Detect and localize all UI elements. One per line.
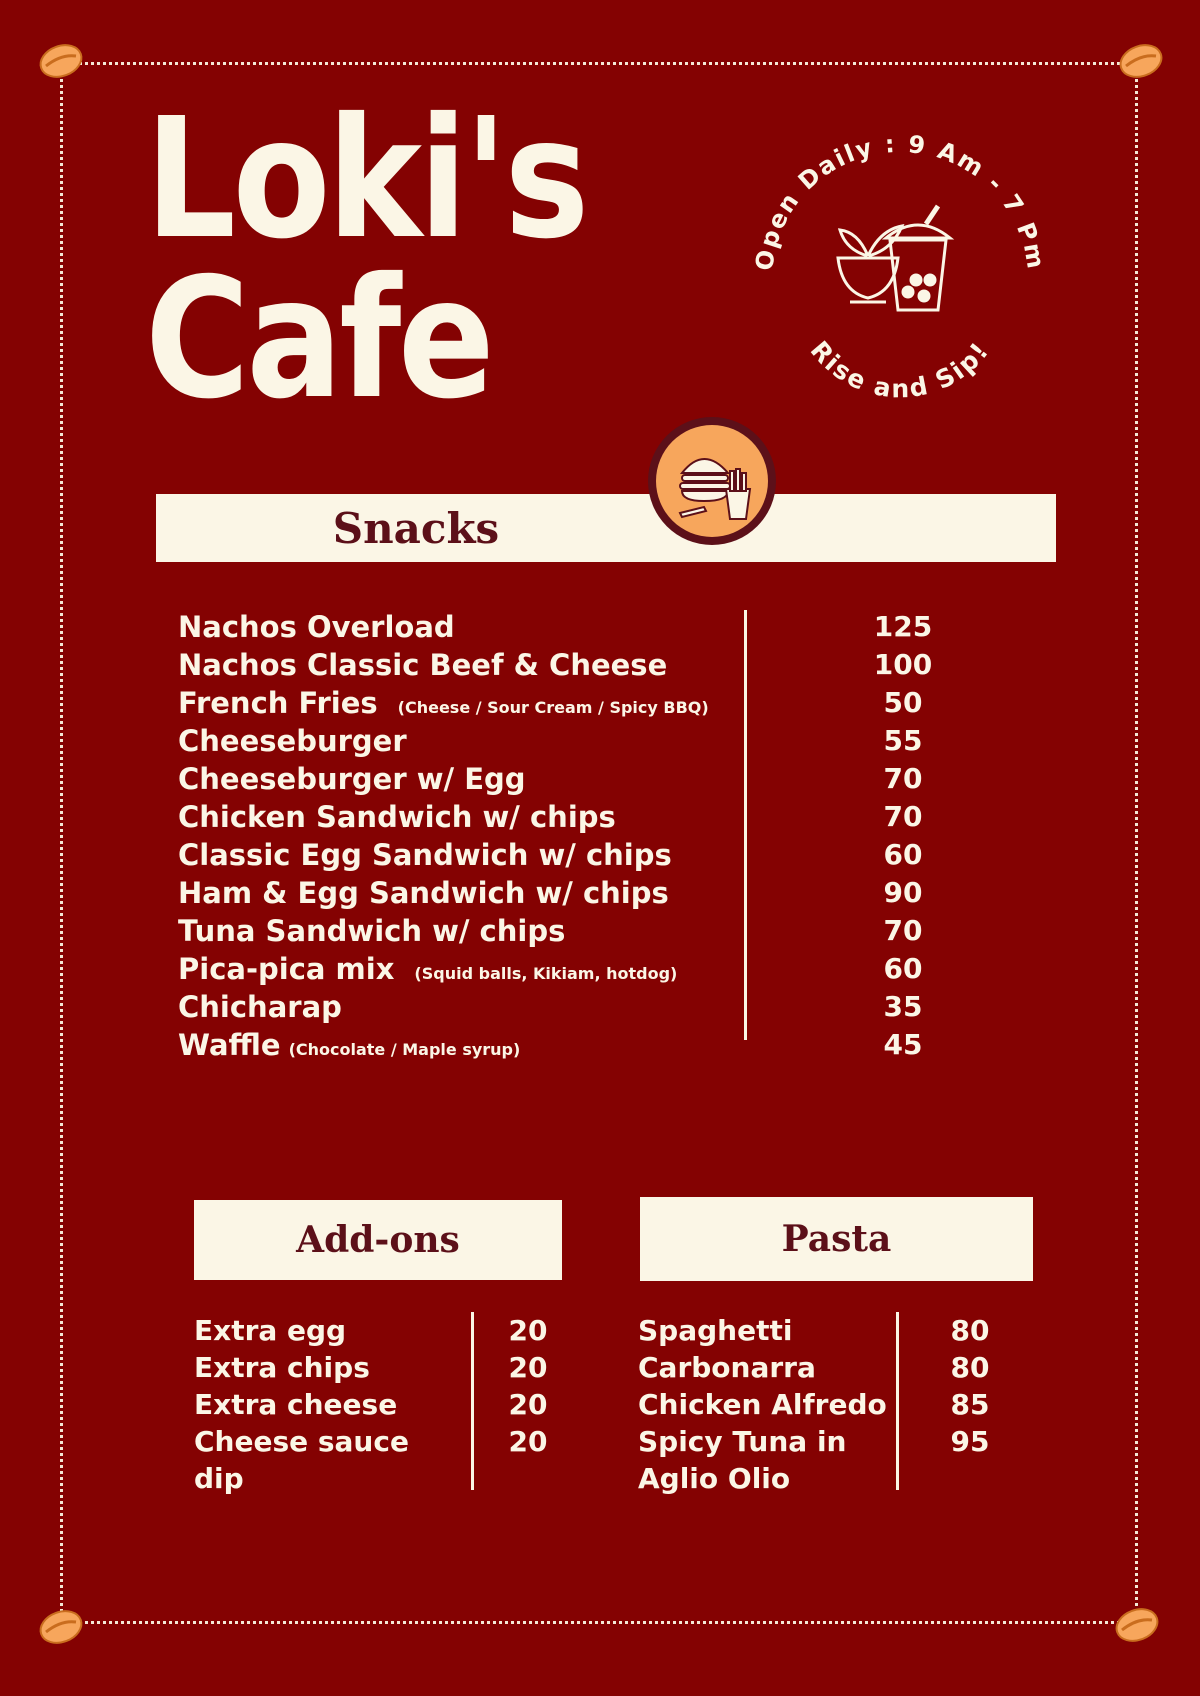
item-name: Waffle (178, 1028, 281, 1062)
pasta-divider (896, 1312, 899, 1490)
item-price: 20 (508, 1425, 548, 1458)
menu-item (178, 648, 709, 686)
snacks-heading: Snacks (332, 503, 500, 553)
item-name: Aglio Olio (638, 1462, 791, 1495)
menu-item (178, 800, 709, 838)
item-name: Cheese sauce (194, 1425, 409, 1458)
item-price: 80 (950, 1351, 990, 1384)
item-price: 95 (950, 1425, 990, 1458)
item-name: Extra chips (194, 1351, 370, 1384)
item-name: French Fries (178, 686, 378, 720)
snacks-heading-bar (156, 494, 1056, 562)
opening-hours: Open Daily : 9 Am - 7 Pm (750, 129, 1051, 273)
snacks-prices (850, 610, 956, 1066)
pasta-list (638, 1314, 887, 1499)
item-price (940, 1462, 1000, 1499)
item-price: 35 (883, 990, 923, 1023)
menu-item (178, 990, 709, 1028)
item-price: 50 (883, 686, 923, 719)
addons-list (194, 1314, 409, 1499)
item-name: Spaghetti (638, 1314, 793, 1347)
menu-item (178, 838, 709, 876)
item-name: Spicy Tuna in (638, 1425, 847, 1458)
menu-item (178, 724, 709, 762)
addons-heading: Add-ons (296, 1219, 460, 1261)
pasta-heading-bar (640, 1197, 1033, 1281)
menu-item (178, 762, 709, 800)
item-name: Ham & Egg Sandwich w/ chips (178, 876, 669, 910)
item-name: Extra cheese (194, 1388, 398, 1421)
menu-item (178, 686, 709, 724)
item-price: 100 (873, 648, 933, 681)
title-line-2: Cafe (145, 243, 492, 436)
menu-item (178, 610, 709, 648)
cafe-title (145, 83, 586, 436)
item-price (500, 1462, 556, 1499)
item-price: 90 (883, 876, 923, 909)
item-price: 20 (508, 1351, 548, 1384)
burger-fries-icon (646, 415, 778, 547)
menu-item (178, 952, 709, 990)
coffee-bean-icon (1114, 1606, 1160, 1644)
item-name: Carbonarra (638, 1351, 816, 1384)
coffee-bean-icon (1118, 42, 1164, 80)
addons-prices (500, 1314, 556, 1499)
menu-item (178, 1028, 709, 1066)
item-price: 60 (883, 838, 923, 871)
item-name: dip (194, 1462, 244, 1495)
coffee-bean-icon (38, 42, 84, 80)
item-name: Classic Egg Sandwich w/ chips (178, 838, 672, 872)
menu-item (178, 914, 709, 952)
item-price: 20 (508, 1314, 548, 1347)
item-name: Chicken Sandwich w/ chips (178, 800, 616, 834)
pasta-heading: Pasta (781, 1218, 892, 1260)
title-line-1: Loki's (145, 83, 586, 276)
item-price: 80 (950, 1314, 990, 1347)
coffee-bean-icon (38, 1608, 84, 1646)
addons-divider (471, 1312, 474, 1490)
hours-badge (740, 120, 1060, 440)
item-price: 55 (883, 724, 923, 757)
item-price: 45 (883, 1028, 923, 1061)
item-note: (Cheese / Sour Cream / Spicy BBQ) (397, 698, 709, 717)
snacks-list (178, 610, 709, 1066)
item-name: Nachos Classic Beef & Cheese (178, 648, 668, 682)
menu-item (178, 876, 709, 914)
addons-heading-bar (194, 1200, 562, 1280)
item-price: 20 (508, 1388, 548, 1421)
item-name: Pica-pica mix (178, 952, 395, 986)
item-name: Extra egg (194, 1314, 347, 1347)
item-price: 70 (883, 800, 923, 833)
item-note: (Squid balls, Kikiam, hotdog) (414, 964, 678, 983)
item-price: 60 (883, 952, 923, 985)
item-name: Nachos Overload (178, 610, 455, 644)
item-name: Chicharap (178, 990, 342, 1024)
item-price: 70 (883, 762, 923, 795)
item-note: (Chocolate / Maple syrup) (288, 1040, 521, 1059)
item-name: Chicken Alfredo (638, 1388, 887, 1421)
tagline: Rise and Sip! (804, 335, 996, 404)
item-price: 70 (883, 914, 923, 947)
pasta-prices (940, 1314, 1000, 1499)
item-price: 125 (873, 610, 933, 643)
item-name: Cheeseburger (178, 724, 407, 758)
item-name: Cheeseburger w/ Egg (178, 762, 526, 796)
item-price: 85 (950, 1388, 990, 1421)
item-name: Tuna Sandwich w/ chips (178, 914, 566, 948)
snacks-divider (744, 610, 747, 1040)
